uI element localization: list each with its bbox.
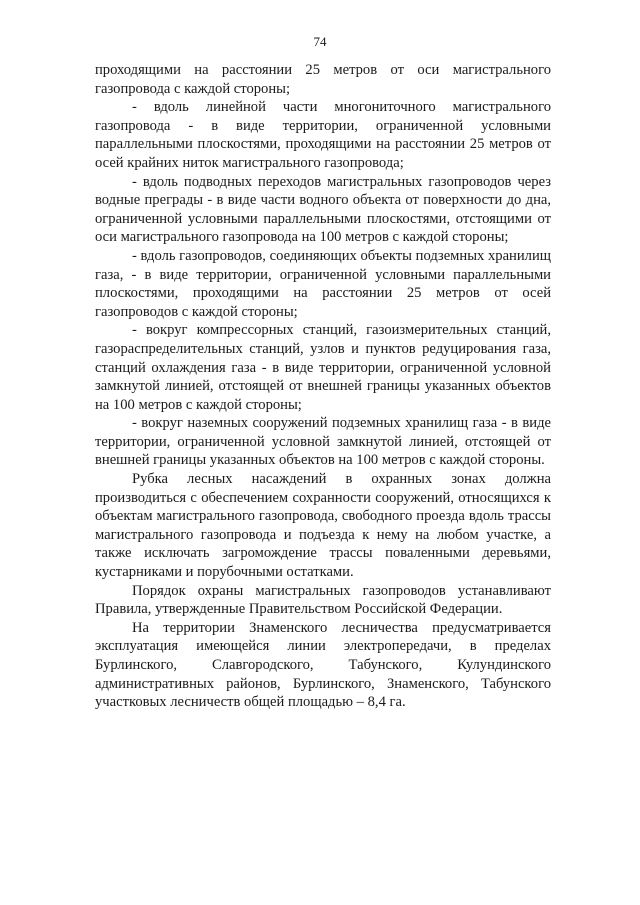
paragraph-continuation: проходящими на расстоянии 25 метров от оси магистрального газопровода с каждой стороны; — [95, 62, 551, 97]
page-number: 74 — [313, 34, 327, 49]
list-item-surface-facilities: - вокруг наземных сооружений подземных хранилищ газа - в виде территории, ограниченной условной замкнутой линией, отстоящей от внешней границы указанных объектов на 100 метров с каждой стороны. — [95, 415, 551, 469]
paragraph-power-line: На территории Знаменского лесничества предусматривается эксплуатация имеющейся линии электропередачи, в пределах Бурлинского, Славгородского, Табунского, Кулундинского административных районов, Бурлинского, Знаменского, Табунского участковых лесничеств общей площадью – 8,4 га. — [95, 619, 551, 711]
document-body — [95, 61, 551, 712]
paragraph-protection-rules: Порядок охраны магистральных газопроводов устанавливают Правила, утвержденные Правительством Российской Федерации. — [95, 582, 551, 618]
list-item-multithread-pipeline: - вдоль линейной части многониточного магистрального газопровода - в виде территории, ограниченной условными параллельными плоскостями, проходящими на расстоянии 25 метров от осей крайних ниток магистрального газопровода; — [95, 99, 551, 171]
list-item-underwater-crossings: - вдоль подводных переходов магистральных газопроводов через водные преграды - в виде части водного объекта от поверхности до дна, ограниченной условными параллельными плоскостями, отстоящими от оси магистрального газопровода на 100 метров с каждой стороны; — [95, 173, 551, 246]
list-item-storage-pipelines: - вдоль газопроводов, соединяющих объекты подземных хранилищ газа, - в виде территории, ограниченной условными параллельными плоскостями, проходящими на расстоянии 25 метров от осей газопроводов с каждой стороны; — [95, 247, 551, 320]
list-item-compressor-stations: - вокруг компрессорных станций, газоизмерительных станций, газораспределительных станций, узлов и пунктов редуцирования газа, станций охлаждения газа - в виде территории, ограниченной условной замкнутой линией, отстоящей от внешней границы указанных объектов на 100 метров с каждой стороны; — [95, 322, 551, 413]
paragraph-tree-felling: Рубка лесных насаждений в охранных зонах должна производиться с обеспечением сохранности сооружений, относящихся к объектам магистрального газопровода, свободного проезда вдоль трассы магистрального газопровода и подъезда к нему на любом участке, а также исключать загромождение трассы поваленными деревьями, кустарниками и порубочными остатками. — [95, 471, 551, 581]
